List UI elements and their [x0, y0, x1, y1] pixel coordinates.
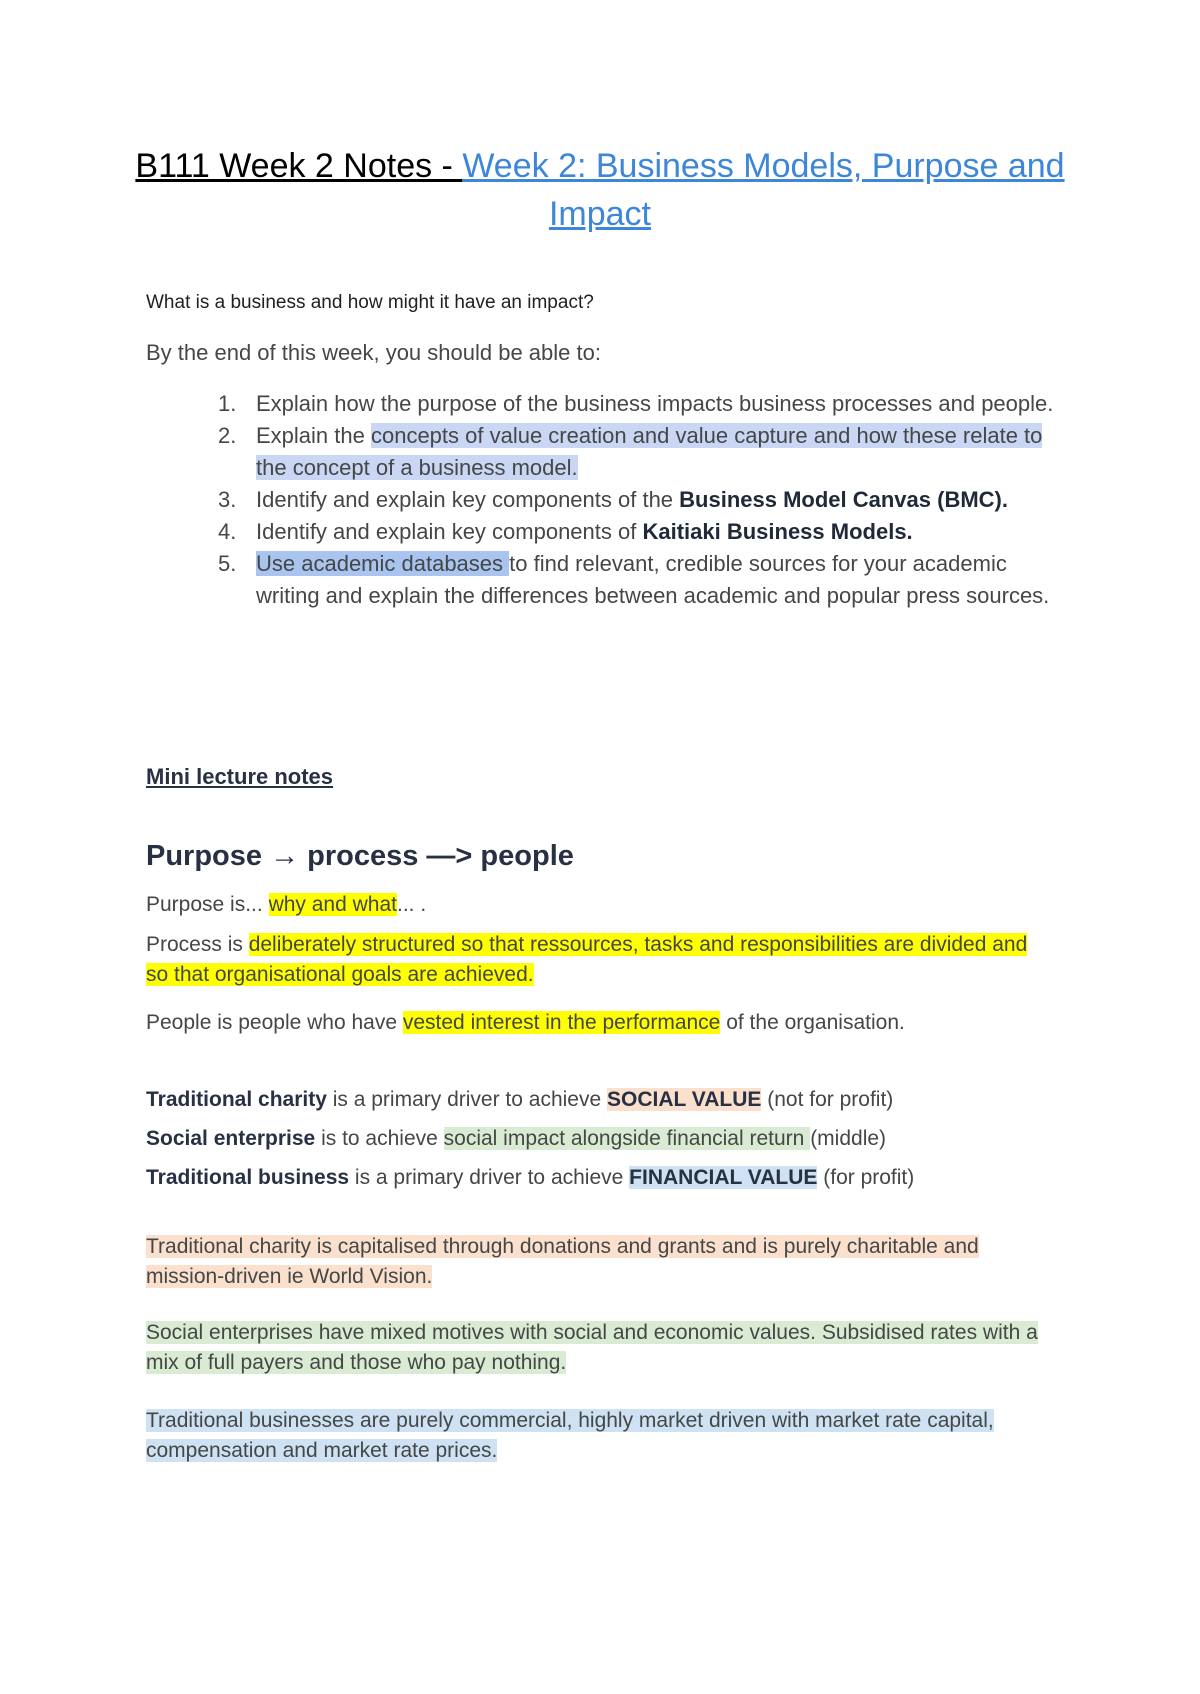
highlighted-text: Use academic databases — [256, 551, 510, 576]
section-heading: Purpose → process —> people — [146, 840, 574, 872]
section-label: Mini lecture notes — [146, 764, 334, 789]
list-item: 4. Identify and explain key components of Kaitiaki Business Models. — [218, 519, 913, 544]
purpose-line: Purpose is... why and what... . — [146, 893, 427, 916]
note-charity: Traditional charity is capitalised through donations and grants and is purely charitable and mission-driven ie World Vision. — [146, 1235, 979, 1288]
list-item: 5. Use academic databases to find relevant, credible sources for your academic writing and explain the differences between academic and popular press sources. — [218, 551, 1050, 608]
objectives-list — [218, 388, 1068, 612]
highlighted-text: concepts of value creation and value capture and how these relate to the concept of a business model. — [256, 423, 1043, 480]
process-line: Process is deliberately structured so that ressources, tasks and responsibilities are divided and so that organisational goals are achieved. — [146, 933, 1028, 986]
guiding-question: What is a business and how might it have an impact? — [146, 292, 594, 313]
bold-term: Business Model Canvas (BMC). — [679, 487, 1008, 512]
list-item: 1. Explain how the purpose of the business impacts business processes and people. — [218, 391, 1054, 416]
type-charity: Traditional charity is a primary driver to achieve SOCIAL VALUE (not for profit) — [146, 1088, 894, 1111]
note-business: Traditional businesses are purely commercial, highly market driven with market rate capital, compensation and market rate prices. — [146, 1409, 994, 1462]
title-link[interactable]: Week 2: Business Models, Purpose and Impact — [462, 147, 1065, 233]
type-business: Traditional business is a primary driver to achieve FINANCIAL VALUE (for profit) — [146, 1166, 915, 1189]
list-item: 2. Explain the concepts of value creation and value capture and how these relate to the concept of a business model. — [218, 423, 1043, 480]
intro-text: By the end of this week, you should be able to: — [146, 340, 601, 365]
note-social-enterprise: Social enterprises have mixed motives with social and economic values. Subsidised rates with a mix of full payers and those who pay nothing. — [146, 1321, 1038, 1374]
page-title — [130, 142, 1070, 238]
list-item: 3. Identify and explain key components of the Business Model Canvas (BMC). — [218, 487, 1008, 512]
title-prefix: B111 Week 2 Notes - — [135, 147, 463, 185]
bold-term: Kaitiaki Business Models. — [642, 519, 913, 544]
type-social-enterprise: Social enterprise is to achieve social impact alongside financial return (middle) — [146, 1127, 887, 1150]
people-line: People is people who have vested interest in the performance of the organisation. — [146, 1011, 905, 1034]
